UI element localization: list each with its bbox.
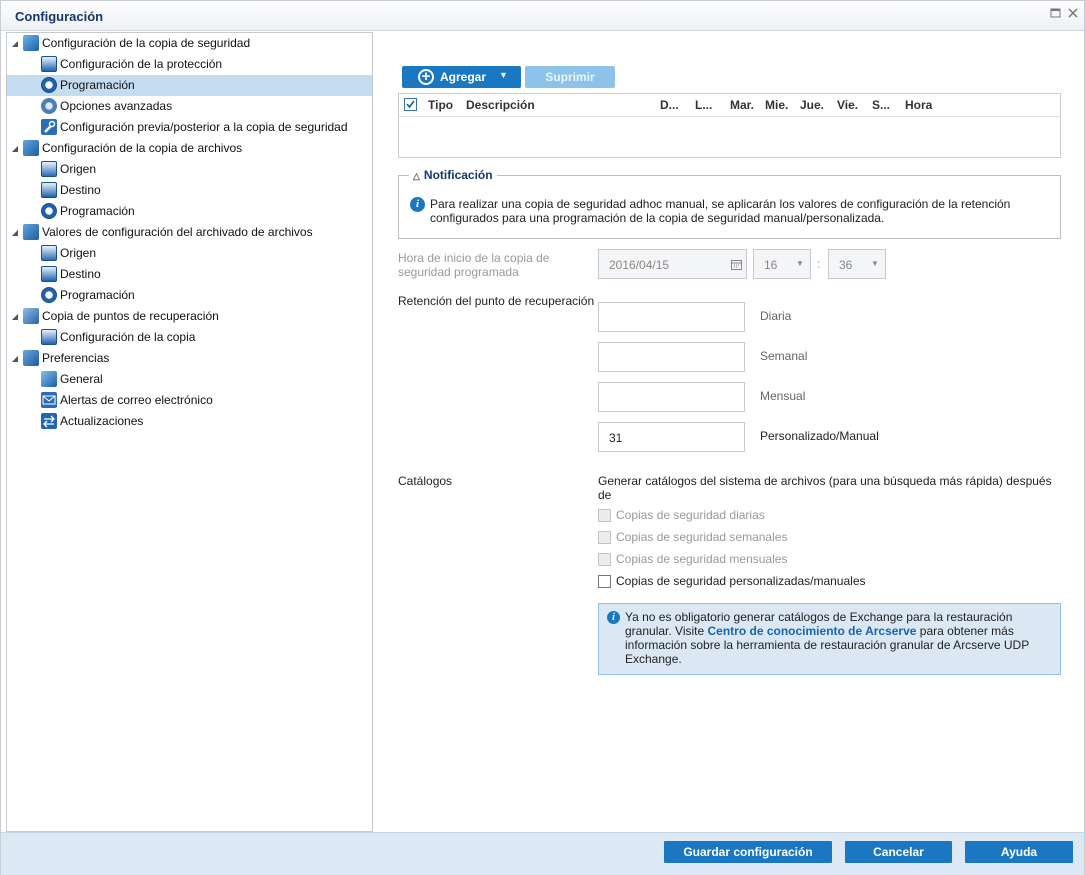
start-hour-select[interactable] bbox=[753, 249, 811, 279]
protection-icon bbox=[41, 56, 57, 72]
email-icon bbox=[41, 392, 57, 408]
preferences-icon bbox=[23, 350, 39, 366]
start-date-value: 2016/04/15 bbox=[609, 258, 670, 272]
time-separator: : bbox=[817, 257, 821, 271]
col-type[interactable]: Tipo bbox=[428, 98, 454, 112]
retention-label: Retención del punto de recuperación bbox=[398, 294, 595, 308]
add-button-label: Agregar bbox=[440, 70, 487, 84]
retention-monthly-input[interactable] bbox=[598, 382, 745, 412]
catalog-weekly-checkbox[interactable] bbox=[598, 531, 611, 544]
retention-custom-input[interactable] bbox=[598, 422, 745, 452]
col-time[interactable]: Hora bbox=[905, 98, 933, 112]
backup-icon bbox=[23, 35, 39, 51]
tree-node-updates[interactable] bbox=[7, 411, 372, 432]
arcserve-knowledge-center-link[interactable]: Centro de conocimiento de Arcserve bbox=[707, 624, 917, 638]
tree-node-label: Configuración de la copia de seguridad bbox=[42, 36, 251, 50]
add-button[interactable] bbox=[402, 66, 521, 88]
file-archive-icon bbox=[23, 224, 39, 240]
tree-node-email-alerts[interactable] bbox=[7, 390, 372, 411]
notification-title: Notificación bbox=[423, 168, 493, 182]
retention-custom-label: Personalizado/Manual bbox=[760, 429, 879, 443]
destination-icon bbox=[41, 182, 57, 198]
tree-node-label: Configuración de la protección bbox=[60, 57, 223, 71]
tree-node-general[interactable] bbox=[7, 369, 372, 390]
tree-node-file-copy-destination[interactable] bbox=[7, 180, 372, 201]
collapse-triangle-icon[interactable]: ◢ bbox=[11, 228, 19, 237]
copy-settings-icon bbox=[41, 329, 57, 345]
settings-tree bbox=[6, 32, 373, 832]
info-icon: i bbox=[607, 611, 620, 624]
tree-node-label: Valores de configuración del archivado de archivos bbox=[42, 225, 313, 239]
help-button[interactable]: Ayuda bbox=[965, 841, 1073, 863]
col-description[interactable]: Descripción bbox=[466, 98, 535, 112]
info-icon: i bbox=[410, 197, 425, 212]
file-copy-icon bbox=[23, 140, 39, 156]
col-thursday[interactable]: Jue. bbox=[800, 98, 825, 112]
chevron-down-icon[interactable]: ▼ bbox=[499, 70, 508, 80]
info-text-after: para obtener más información sobre la herramienta de restauración granular de Arcserve UDP Exchange. bbox=[625, 624, 1029, 666]
delete-button[interactable]: Suprimir bbox=[525, 66, 615, 88]
collapse-triangle-icon[interactable]: ◢ bbox=[11, 354, 19, 363]
general-icon bbox=[41, 371, 57, 387]
col-friday[interactable]: Vie. bbox=[837, 98, 859, 112]
catalog-monthly-label: Copias de seguridad mensuales bbox=[616, 552, 788, 566]
calendar-icon[interactable] bbox=[731, 259, 742, 270]
retention-monthly-label: Mensual bbox=[760, 389, 806, 403]
tree-node-advanced-options[interactable] bbox=[7, 96, 372, 117]
tree-node-archive-destination[interactable] bbox=[7, 264, 372, 285]
chevron-down-icon[interactable]: ▼ bbox=[871, 259, 879, 268]
tree-node-label: Copia de puntos de recuperación bbox=[42, 309, 219, 323]
tree-node-label: General bbox=[60, 372, 103, 386]
catalog-weekly-label: Copias de seguridad semanales bbox=[616, 530, 788, 544]
tree-node-file-copy-schedule[interactable] bbox=[7, 201, 372, 222]
catalogs-label: Catálogos bbox=[398, 474, 453, 488]
catalogs-description: Generar catálogos del sistema de archivos (para una búsqueda más rápida) después de bbox=[598, 474, 1052, 502]
start-date-input[interactable] bbox=[598, 249, 747, 279]
tree-node-label: Programación bbox=[60, 78, 135, 92]
catalog-custom-label: Copias de seguridad personalizadas/manuales bbox=[616, 574, 866, 588]
tree-node-preferences[interactable] bbox=[7, 348, 372, 369]
start-minute-select[interactable] bbox=[828, 249, 886, 279]
start-time-label: Hora de inicio de la copia de seguridad programada bbox=[398, 251, 550, 279]
col-saturday[interactable]: S... bbox=[872, 98, 891, 112]
tree-node-protection-settings[interactable] bbox=[7, 54, 372, 75]
tree-node-label: Alertas de correo electrónico bbox=[60, 393, 213, 407]
window-title: Configuración bbox=[15, 9, 104, 24]
collapse-triangle-icon[interactable]: ◢ bbox=[11, 312, 19, 321]
schedule-icon bbox=[41, 287, 57, 303]
tree-node-pre-post-settings[interactable] bbox=[7, 117, 372, 138]
source-icon bbox=[41, 245, 57, 261]
start-hour-value: 16 bbox=[764, 258, 778, 272]
grid-header bbox=[399, 94, 1060, 117]
tree-node-label: Destino bbox=[60, 183, 101, 197]
schedule-icon bbox=[41, 203, 57, 219]
collapse-triangle-icon[interactable]: ◢ bbox=[11, 144, 19, 153]
schedule-grid bbox=[398, 93, 1061, 158]
tree-node-backup-schedule[interactable] bbox=[7, 75, 372, 96]
tree-node-label: Preferencias bbox=[42, 351, 110, 365]
tree-node-label: Configuración previa/posterior a la copia de seguridad bbox=[60, 120, 348, 134]
tree-node-label: Configuración de la copia bbox=[60, 330, 196, 344]
catalog-custom-checkbox[interactable] bbox=[598, 575, 611, 588]
col-wednesday[interactable]: Mie. bbox=[765, 98, 789, 112]
wrench-icon bbox=[41, 119, 57, 135]
source-icon bbox=[41, 161, 57, 177]
tree-node-label: Origen bbox=[60, 162, 97, 176]
destination-icon bbox=[41, 266, 57, 282]
tree-node-label: Programación bbox=[60, 288, 135, 302]
updates-icon bbox=[41, 413, 57, 429]
tree-node-file-archive-settings[interactable] bbox=[7, 222, 372, 243]
title-bar bbox=[1, 1, 1084, 31]
tree-node-label: Destino bbox=[60, 267, 101, 281]
catalog-monthly-checkbox[interactable] bbox=[598, 553, 611, 566]
tree-node-label: Actualizaciones bbox=[60, 414, 144, 428]
advanced-options-icon bbox=[41, 98, 57, 114]
tree-node-label: Origen bbox=[60, 246, 97, 260]
retention-weekly-label: Semanal bbox=[760, 349, 808, 363]
retention-daily-label: Diaria bbox=[760, 309, 792, 323]
col-monday[interactable]: L... bbox=[695, 98, 713, 112]
tree-node-label: Programación bbox=[60, 204, 135, 218]
tree-node-recovery-point-copy[interactable] bbox=[7, 306, 372, 327]
tree-node-archive-source[interactable] bbox=[7, 243, 372, 264]
tree-node-file-copy-settings[interactable] bbox=[7, 138, 372, 159]
col-sunday[interactable]: D... bbox=[660, 98, 679, 112]
save-settings-button[interactable]: Guardar configuración bbox=[664, 841, 832, 863]
tree-node-archive-schedule[interactable] bbox=[7, 285, 372, 306]
cancel-button[interactable]: Cancelar bbox=[845, 841, 952, 863]
close-icon[interactable] bbox=[1067, 7, 1079, 19]
tree-node-backup-settings[interactable] bbox=[7, 33, 372, 54]
notification-text: Para realizar una copia de seguridad adhoc manual, se aplicarán los valores de configuración de la retención configurados para una programación de la copia de seguridad manual/personalizada. bbox=[430, 197, 1011, 225]
schedule-panel bbox=[374, 32, 1080, 832]
schedule-icon bbox=[41, 77, 57, 93]
tree-node-label: Opciones avanzadas bbox=[60, 99, 173, 113]
chevron-down-icon[interactable]: ▼ bbox=[796, 259, 804, 268]
add-plus-icon: + bbox=[418, 69, 434, 85]
retention-custom-value: 31 bbox=[609, 431, 623, 445]
select-all-checkbox[interactable] bbox=[404, 98, 417, 111]
notification-fieldset bbox=[398, 168, 1061, 239]
footer-bar bbox=[1, 832, 1084, 875]
tree-node-label: Configuración de la copia de archivos bbox=[42, 141, 243, 155]
retention-weekly-input[interactable] bbox=[598, 342, 745, 372]
recovery-point-copy-icon bbox=[23, 308, 39, 324]
tree-node-copy-settings[interactable] bbox=[7, 327, 372, 348]
exchange-info-text bbox=[625, 610, 1045, 666]
collapse-triangle-icon[interactable]: ◢ bbox=[11, 39, 19, 48]
catalog-daily-label: Copias de seguridad diarias bbox=[616, 508, 765, 522]
col-tuesday[interactable]: Mar. bbox=[730, 98, 755, 112]
start-minute-value: 36 bbox=[839, 258, 853, 272]
notification-legend[interactable] bbox=[409, 168, 497, 182]
info-text-before: Ya no es obligatorio generar catálogos de Exchange para la restauración granular. Visite bbox=[625, 610, 1013, 638]
catalog-daily-checkbox[interactable] bbox=[598, 509, 611, 522]
retention-daily-input[interactable] bbox=[598, 302, 745, 332]
collapse-arrow-icon[interactable]: △ bbox=[413, 171, 420, 181]
exchange-info-box bbox=[598, 603, 1061, 675]
tree-node-file-copy-source[interactable] bbox=[7, 159, 372, 180]
restore-icon[interactable] bbox=[1050, 7, 1062, 19]
